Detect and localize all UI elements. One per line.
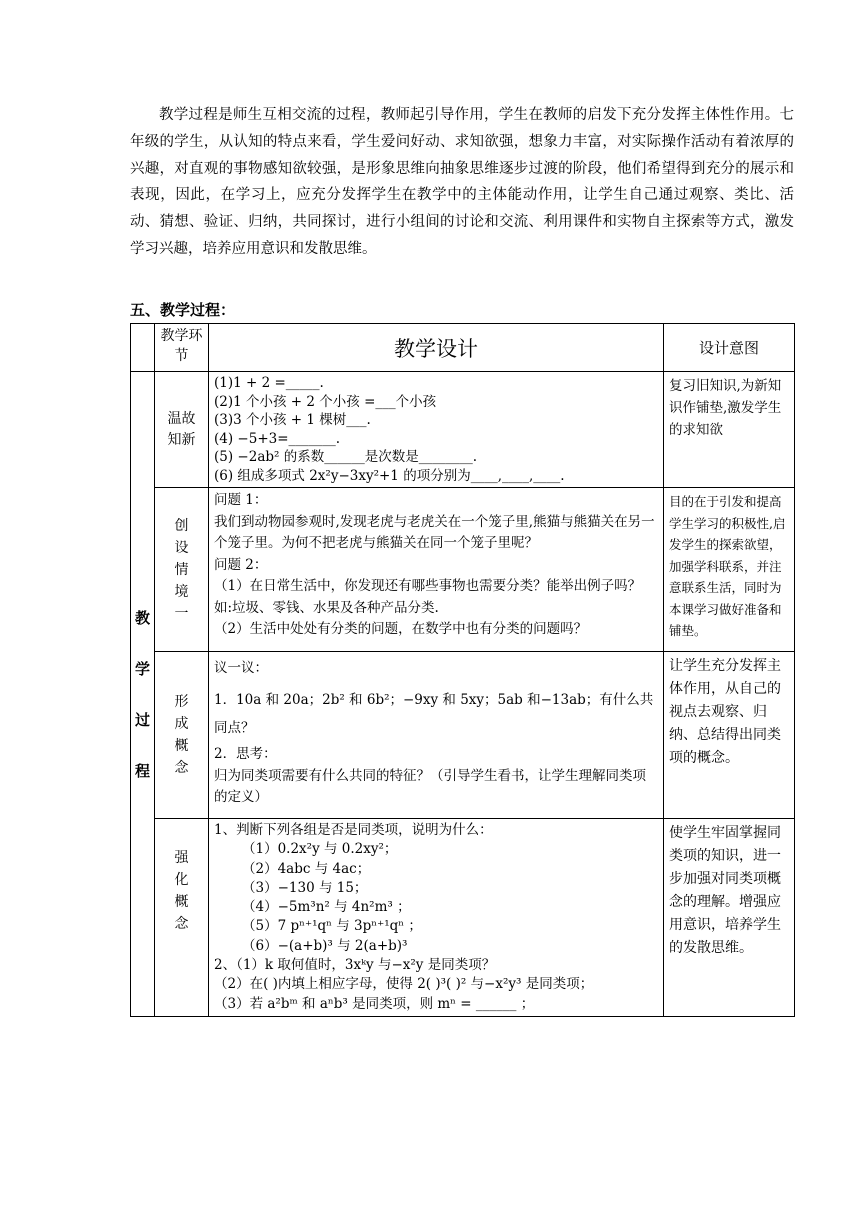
- stage-label: 形成概念: [174, 694, 189, 776]
- design-line: （3）若 a²bᵐ 和 aⁿb³ 是同类项，则 mⁿ = ______ ；: [214, 995, 535, 1012]
- design-line: (5) −2ab² 的系数______是次数是________.: [214, 449, 477, 465]
- table-row: [131, 372, 795, 488]
- design-cell: [209, 652, 664, 819]
- design-line: （4）−5m³n² 与 4n²m³ ；: [242, 899, 411, 916]
- stage-cell: [155, 372, 209, 488]
- design-line: (1)1 + 2 =_____.: [214, 375, 324, 391]
- stage-cell: [155, 488, 209, 652]
- stage-cell: [155, 819, 209, 1017]
- design-line: (3)3 个小孩 + 1 棵树___.: [214, 412, 371, 428]
- teaching-process-table: [130, 323, 795, 1017]
- design-line: (4) −5+3=_______.: [214, 430, 341, 447]
- design-line: （1）在日常生活中，你发现还有哪些事物也需要分类？能举出例子吗？如:垃圾、零钱、水果及各种产品分类.: [214, 578, 642, 616]
- intent-cell: 复习旧知识,为新知识作铺垫,激发学生的求知欲: [664, 372, 795, 488]
- design-line: 1．10a 和 20a；2b² 和 6b²；−9xy 和 5xy；5ab 和−13ab；有什么共同点？: [214, 692, 654, 736]
- header-design: 教学设计: [209, 324, 664, 372]
- phase-char: 过: [134, 710, 150, 729]
- header-intent: 设计意图: [664, 324, 795, 372]
- stage-label: 创设情境一: [174, 517, 189, 622]
- phase-char: 程: [134, 761, 150, 780]
- phase-label: [131, 372, 155, 1017]
- section-title: 五、教学过程：: [130, 301, 236, 319]
- design-line: 1、判断下列各组是否是同类项，说明为什么：: [214, 822, 493, 838]
- intent-cell: 使学生牢固掌握同类项的知识，进一步加强对同类项概念的理解。增强应用意识，培养学生的发散思维。: [664, 819, 795, 1017]
- design-line: 我们到动物园参观时,发现老虎与老虎关在一个笼子里,熊猫与熊猫关在另一个笼子里。为何不把老虎与熊猫关在同一个笼子里呢？: [214, 513, 655, 551]
- header-blank-cell: [131, 324, 155, 372]
- design-line: （2）在( )内填上相应字母，使得 2( )³( )² 与−x²y³ 是同类项；: [214, 976, 594, 993]
- design-line: 2、（1）k 取何值时，3xᵏy 与−x²y 是同类项？: [214, 957, 496, 974]
- table-row: [131, 488, 795, 652]
- intent-cell: 让学生充分发挥主体作用，从自己的视点去观察、归纳、总结得出同类项的概念。: [664, 652, 795, 819]
- design-line: 问题 2：: [214, 556, 268, 573]
- design-line: （2）生活中处处有分类的问题，在数学中也有分类的问题吗？: [214, 621, 588, 637]
- design-cell: [209, 819, 664, 1017]
- design-line: 2．思考：: [214, 746, 277, 762]
- intro-paragraph: 教学过程是师生互相交流的过程，教师起引导作用，学生在教师的启发下充分发挥主体性作用。七年级的学生，从认知的特点来看，学生爱问好动、求知欲强，想象力丰富，对实际操作活动有着浓厚的兴趣，对直观的事物感知欲较强，是形象思维向抽象思维逐步过渡的阶段，他们希望得到充分的展示和表现，因此，在学习上，应充分发挥学生在教学中的主体能动作用，让学生自己通过观察、类比、活动、猜想、验证、归纳，共同探讨，进行小组间的讨论和交流、利用课件和实物自主探索等方式，激发学习兴趣，培养应用意识和发散思维。: [130, 107, 794, 257]
- design-cell: [209, 488, 664, 652]
- design-cell: [209, 372, 664, 488]
- table-row: [131, 652, 795, 819]
- design-line: （2）4abc 与 4ac；: [242, 860, 371, 877]
- design-line: （6）−(a+b)³ 与 2(a+b)³: [242, 937, 408, 954]
- design-line: （5）7 pⁿ⁺¹qⁿ 与 3pⁿ⁺¹qⁿ ；: [242, 918, 422, 935]
- phase-char: 学: [134, 659, 150, 678]
- design-line: （1）0.2x²y 与 0.2xy²；: [242, 841, 398, 858]
- table-header-row: [131, 324, 795, 372]
- design-line: （3）−130 与 15；: [242, 879, 368, 896]
- intro-section: [130, 102, 794, 263]
- phase-char: 教: [134, 608, 150, 627]
- design-line: (2)1 个小孩 + 2 个小孩 =___个小孩: [214, 393, 437, 410]
- table-row: [131, 819, 795, 1017]
- stage-label: 强化概念: [174, 850, 189, 932]
- intent-cell: 目的在于引发和提高学生学习的积极性,启发学生的探索欲望，加强学科联系，并注意联系生活，同时为本课学习做好准备和铺垫。: [664, 488, 795, 652]
- design-line: (6) 组成多项式 2x²y−3xy²+1 的项分别为____,____,____.: [214, 467, 565, 484]
- stage-cell: [155, 652, 209, 819]
- header-stage: 教学环节: [155, 324, 209, 372]
- design-line: 问题 1：: [214, 492, 268, 508]
- stage-label: 温故知新: [167, 410, 196, 448]
- design-line: 归为同类项需要有什么共同的特征？（引导学生看书，让学生理解同类项的定义）: [214, 768, 646, 805]
- design-line: 议一议：: [214, 660, 268, 676]
